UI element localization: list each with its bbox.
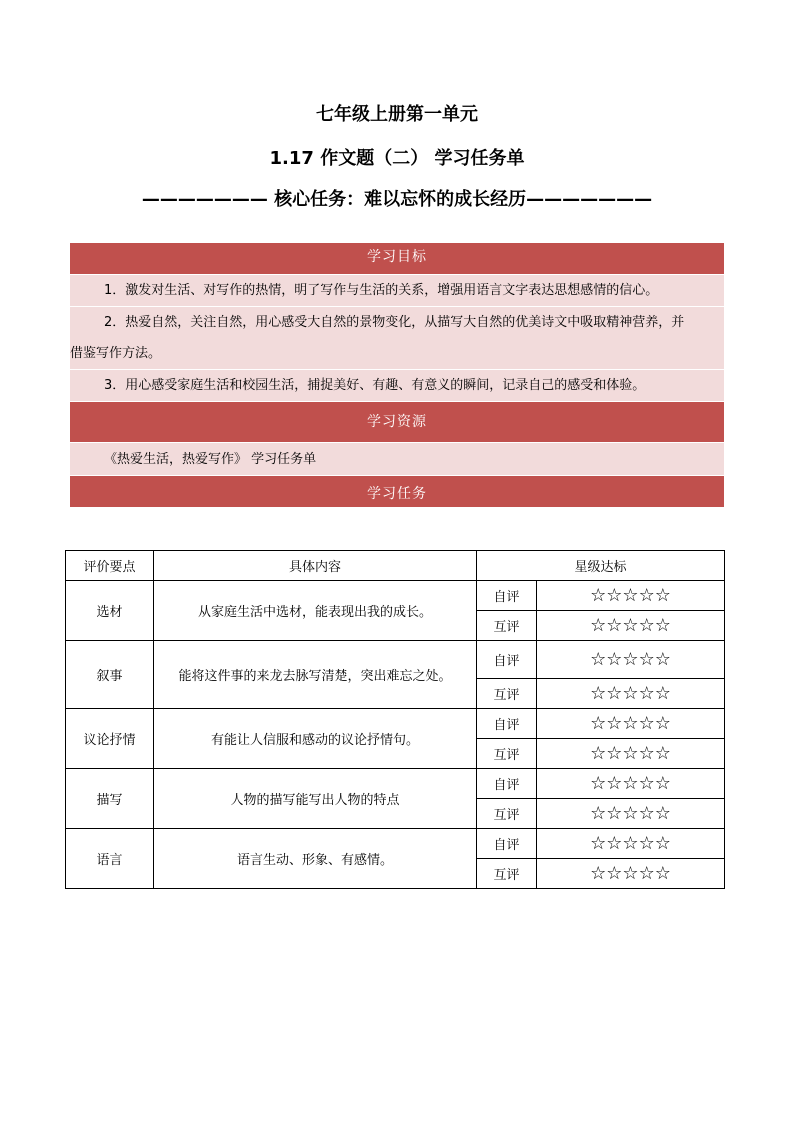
task-sheet-block: [70, 242, 724, 507]
objective-item: 1．激发对生活、对写作的热情，明了写作与生活的关系，增强用语言文字表达思想感情的信心。: [70, 274, 724, 306]
self-eval-label: 自评: [477, 581, 537, 611]
star-rating[interactable]: ☆☆☆☆☆: [537, 829, 725, 859]
objective-item: [70, 306, 724, 369]
peer-eval-label: 互评: [477, 739, 537, 769]
eval-point: 叙事: [66, 641, 154, 709]
header-point: 评价要点: [66, 551, 154, 581]
eval-point: 语言: [66, 829, 154, 889]
table-row: [66, 829, 725, 859]
star-rating[interactable]: ☆☆☆☆☆: [537, 581, 725, 611]
tasks-heading: 学习任务: [70, 475, 724, 507]
eval-content: 能将这件事的来龙去脉写清楚，突出难忘之处。: [154, 641, 477, 709]
header-content: 具体内容: [154, 551, 477, 581]
resources-text: 《热爱生活，热爱写作》 学习任务单: [70, 442, 724, 475]
page-title-lesson: 1.17 作文题（二） 学习任务单: [269, 148, 525, 169]
peer-eval-label: 互评: [477, 679, 537, 709]
self-eval-label: 自评: [477, 769, 537, 799]
peer-eval-label: 互评: [477, 859, 537, 889]
objectives-list: [70, 274, 724, 401]
table-row: [66, 581, 725, 611]
star-rating[interactable]: ☆☆☆☆☆: [537, 641, 725, 679]
header-stars: 星级达标: [477, 551, 725, 581]
eval-content: 人物的描写能写出人物的特点: [154, 769, 477, 829]
eval-content: 有能让人信服和感动的议论抒情句。: [154, 709, 477, 769]
table-row: [66, 641, 725, 679]
self-eval-label: 自评: [477, 641, 537, 679]
table-row: [66, 769, 725, 799]
eval-point: 议论抒情: [66, 709, 154, 769]
star-rating[interactable]: ☆☆☆☆☆: [537, 611, 725, 641]
objective-item-line: 借鉴写作方法。: [70, 346, 162, 361]
star-rating[interactable]: ☆☆☆☆☆: [537, 679, 725, 709]
objectives-heading: 学习目标: [70, 242, 724, 274]
table-row: [66, 709, 725, 739]
eval-point: 选材: [66, 581, 154, 641]
eval-point: 描写: [66, 769, 154, 829]
core-task-title: ——————— 核心任务：难以忘怀的成长经历———————: [141, 189, 653, 210]
eval-content: 从家庭生活中选材，能表现出我的成长。: [154, 581, 477, 641]
objective-item-line: 2．热爱自然，关注自然，用心感受大自然的景物变化，从描写大自然的优美诗文中吸取精神营养，并: [104, 315, 685, 330]
self-eval-label: 自评: [477, 709, 537, 739]
objective-item: 3．用心感受家庭生活和校园生活，捕捉美好、有趣、有意义的瞬间，记录自己的感受和体验。: [70, 369, 724, 401]
star-rating[interactable]: ☆☆☆☆☆: [537, 709, 725, 739]
star-rating[interactable]: ☆☆☆☆☆: [537, 799, 725, 829]
page-title-unit: 七年级上册第一单元: [316, 104, 478, 125]
resources-heading: 学习资源: [70, 401, 724, 442]
star-rating[interactable]: ☆☆☆☆☆: [537, 769, 725, 799]
star-rating[interactable]: ☆☆☆☆☆: [537, 859, 725, 889]
table-header-row: [66, 551, 725, 581]
peer-eval-label: 互评: [477, 799, 537, 829]
peer-eval-label: 互评: [477, 611, 537, 641]
evaluation-table: [65, 550, 725, 889]
star-rating[interactable]: ☆☆☆☆☆: [537, 739, 725, 769]
self-eval-label: 自评: [477, 829, 537, 859]
eval-content: 语言生动、形象、有感情。: [154, 829, 477, 889]
